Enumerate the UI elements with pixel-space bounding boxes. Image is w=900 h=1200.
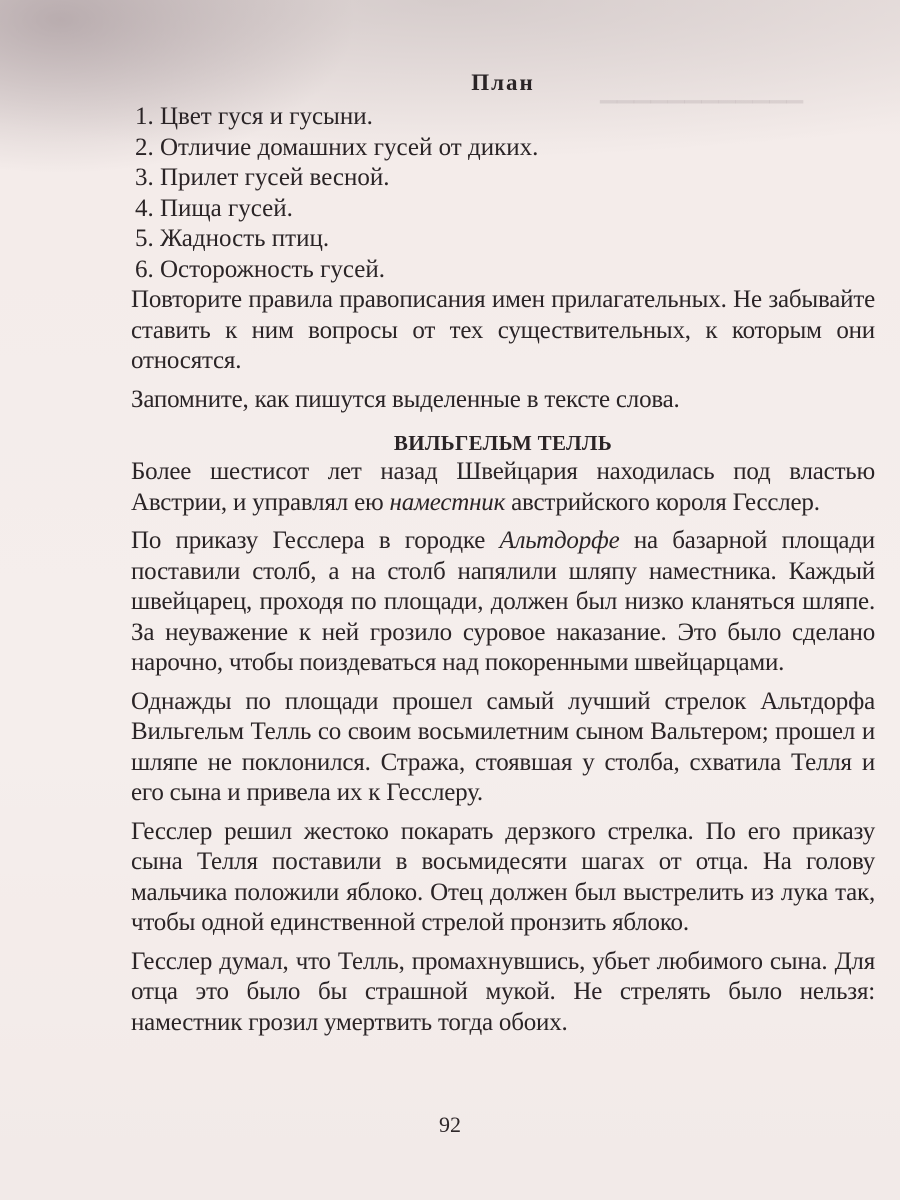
plan-item: 5. Жадность птиц. <box>135 225 330 252</box>
story-paragraph-3: Однажды по площади прошел самый лучший стрелок Альтдорфа Вильгельм Телль со своим восьмилетним сыном Вальтером; прошел и шляпе не поклонился. Стража, стоявшая у столба, схватила Телля и его сына и привела их к Гесслеру. <box>131 687 875 806</box>
highlighted-word: Альтдорфе <box>499 527 620 554</box>
text-run: на базарной площади поставили столб, а на столб напялили шляпу наместника. Каждый швейцарец, проходя по площади, должен был низко кланяться шляпе. За неуважение к ней грозило суровое наказание. Это было сделано нарочно, чтобы поиздеваться над покоренными швейцарцами. <box>131 527 875 676</box>
bleed-through-text: ▁▁▁▁▁▁▁▁▁▁▁▁ <box>600 78 804 103</box>
plan-item: 2. Отличие домашних гусей от диких. <box>135 133 539 161</box>
text-run: Более шестисот лет назад Швейцария находилась под властью Австрии, и управлял ею <box>131 458 875 516</box>
story-paragraph-5: Гесслер думал, что Телль, промахнувшись, убьет любимого сына. Для отца это было бы страшной мукой. Не стрелять было нельзя: наместник грозил умертвить тогда обоих. <box>131 947 875 1036</box>
plan-item: 6. Осторожность гусей. <box>135 255 385 283</box>
story-paragraph-2 <box>131 526 875 679</box>
story-paragraph-4: Гесслер решил жестоко покарать дерзкого стрелка. По его приказу сына Телля поставили в восьмидесяти шагах от отца. На голову мальчика положили яблоко. Отец должен был выстрелить из лука так, чтобы одной единственной стрелой пронзить яблоко. <box>131 817 875 936</box>
story-paragraph-1 <box>131 457 875 518</box>
page-content <box>131 68 875 1038</box>
story-title: ВИЛЬГЕЛЬМ ТЕЛЛЬ <box>393 431 613 455</box>
text-run: По приказу Гесслера в городке <box>131 527 500 554</box>
highlighted-word: наместник <box>389 488 506 516</box>
plan-heading: План <box>471 70 535 95</box>
instruction-adjectives: Повторите правила правописания имен прилагательных. Не забывайте ставить к ним вопросы от тех существительных, к которым они относятся. <box>131 286 875 374</box>
plan-item: 1. Цвет гуся и гусыни. <box>135 103 373 130</box>
text-run: австрийского короля Гесслер. <box>505 488 820 516</box>
plan-list <box>131 102 875 285</box>
plan-item: 4. Пища гусей. <box>135 194 293 222</box>
instruction-highlighted-words: Запомните, как пишутся выделенные в тексте слова. <box>131 385 680 413</box>
plan-item: 3. Прилет гусей весной. <box>135 164 390 191</box>
page-number: 92 <box>439 1112 461 1137</box>
